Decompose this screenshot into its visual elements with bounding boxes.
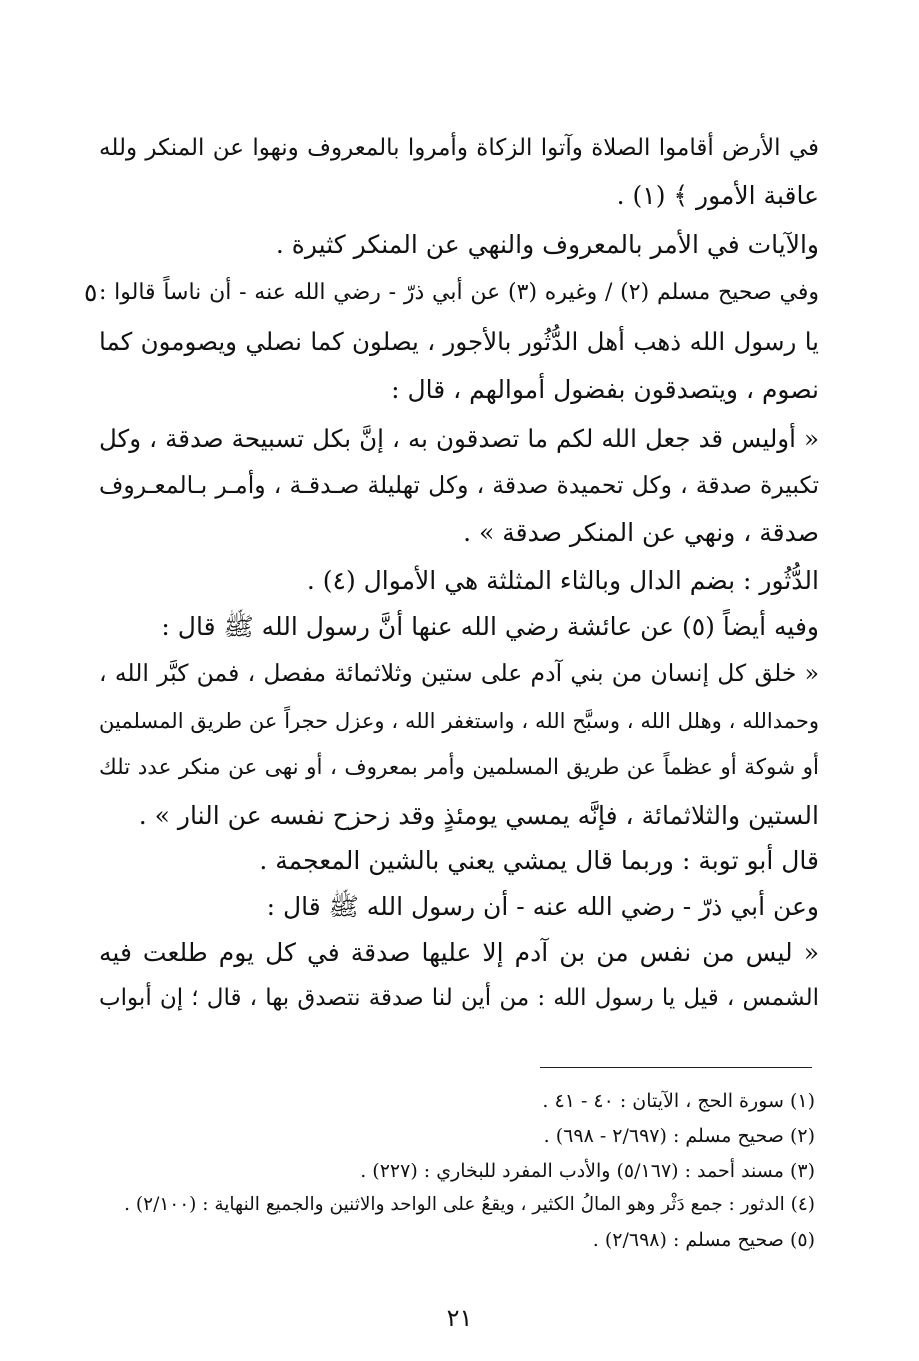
body-line: الشمس ، قيل يا رسول الله : من أين لنا صدقة نتصدق بها ، قال ؛ إن أبواب [99,985,819,1011]
body-line: وعن أبي ذرّ - رضي الله عنه - أن رسول الله ﷺ قال : [266,892,819,921]
body-line: أو شوكة أو عظماً عن طريق المسلمين وأمر بمعروف ، أو نهى عن منكر عدد تلك [99,755,819,780]
page-number: ٢١ [446,1304,473,1332]
body-line: تكبيرة صدقة ، وكل تحميدة صدقة ، وكل تهليلة صـدقـة ، وأمـر بـالمعـروف [99,471,819,499]
body-line: وفي صحيح مسلم (٢) / وغيره (٣) عن أبي ذرّ - رضي الله عنه - أن ناساً قالوا : [99,280,820,305]
footnote-divider [540,1067,812,1068]
footnote: (٤) الدثور : جمع دَثْر وهو المالُ الكثير ، ويقعُ على الواحد والاثنين والجميع النهاية : (٢/١٠٠) . [124,1194,815,1215]
body-line: « أوليس قد جعل الله لكم ما تصدقون به ، إنَّ بكل تسبيحة صدقة ، وكل [99,424,819,453]
margin-line-number: ٥ [84,278,98,307]
body-line: عاقبة الأمور ﴾ (١) . [616,181,819,210]
body-line: نصوم ، ويتصدقون بفضول أموالهم ، قال : [391,375,819,404]
body-line: « خلق كل إنسان من بني آدم على ستين وثلاثمائة مفصل ، فمن كبَّر الله ، [99,659,819,687]
body-line: في الأرض أقاموا الصلاة وآتوا الزكاة وأمروا بالمعروف ونهوا عن المنكر ولله [99,135,819,161]
footnote: (١) سورة الحج ، الآيتان : ٤٠ - ٤١ . [542,1090,815,1112]
body-line: وحمدالله ، وهلل الله ، وسبَّح الله ، واستغفر الله ، وعزل حجراً عن طريق المسلمين [99,709,819,733]
body-line: يا رسول الله ذهب أهل الدُّثُور بالأجور ، يصلون كما نصلي ويصومون كما [99,327,819,356]
body-line: الستين والثلاثمائة ، فإنَّه يمسي يومئذٍ وقد زحزح نفسه عن النار » . [138,801,819,830]
body-line: « ليس من نفس من بن آدم إلا عليها صدقة في كل يوم طلعت فيه [99,938,819,967]
footnote: (٥) صحيح مسلم : (٢/٦٩٨) . [592,1229,815,1251]
footnote: (٣) مسند أحمد : (٥/١٦٧) والأدب المفرد للبخاري : (٢٢٧) . [360,1160,815,1182]
body-line: الدُّثُور : بضم الدال وبالثاء المثلثة هي الأموال (٤) . [306,566,819,595]
body-line: قال أبو توبة : وربما قال يمشي يعني بالشين المعجمة . [259,846,819,875]
body-line: وفيه أيضاً (٥) عن عائشة رضي الله عنها أنَّ رسول الله ﷺ قال : [161,612,819,641]
body-line: والآيات في الأمر بالمعروف والنهي عن المنكر كثيرة . [275,230,819,259]
body-line: صدقة ، ونهي عن المنكر صدقة » . [463,518,819,547]
footnote: (٢) صحيح مسلم : (٢/٦٩٧ - ٦٩٨) . [543,1125,815,1147]
